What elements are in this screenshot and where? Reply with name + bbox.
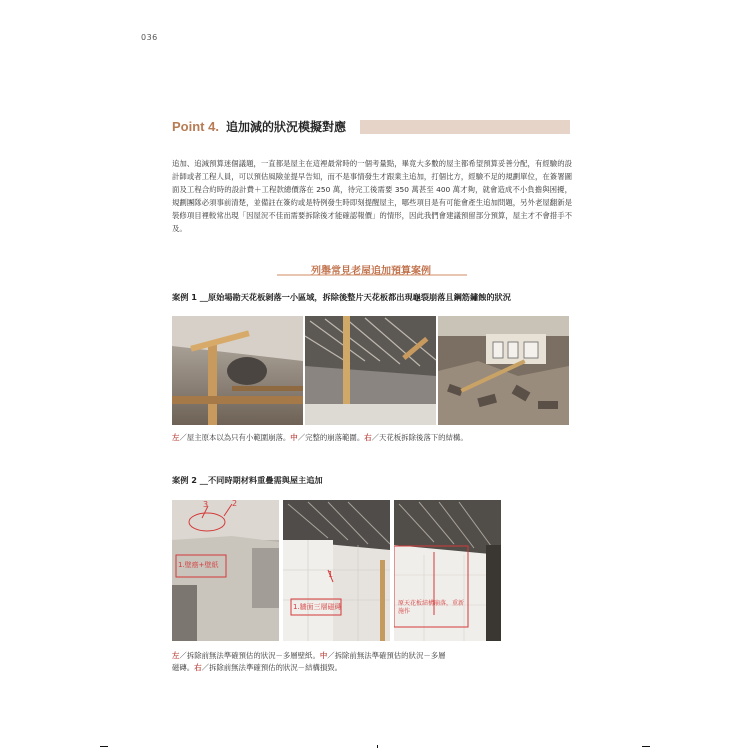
section-title: 列舉常見老屋追加預算案例 xyxy=(311,266,431,277)
case1-title: 案例 1 __原始場勘天花板剝落一小區域，拆除後整片天花板都出現龜裂崩落且鋼筋鏽蝕的狀況 xyxy=(172,292,511,302)
crop-mark-right xyxy=(642,746,650,747)
case1-photo-middle xyxy=(305,316,436,425)
case2-caption-text-left: ／拆除前無法準確預估的狀況－多層壁紙。 xyxy=(179,651,320,660)
case2-caption-line2 xyxy=(172,662,572,674)
body-paragraph: 追加、追減預算迷個議題，一直都是屋主在這裡最常時的一個考量點，畢竟大多數的屋主都希望預算妥善分配，有經驗的設計師或者工程人員，可以預估風險並提早告知，而不是事情發生才跟業主追加，打個比方，經驗不足的規劃單位，在簽署圖面及工程合約時的設計費＋工程款總價落在 250 萬，待完工後需要 350 萬甚至 400 萬才夠，就會造成不小負擔與困擾，規劃團隊必須事前清楚，並備註在簽約或是特例發生時即刻提醒屋主，哪些項目是有可能會產生追加問題，另外老屋翻新是裝修項目裡較常出現「因屋況不佳而需要拆除後才能確認報價」的情形，因此我們會建議預留部分預算，屋主才不會措手不及。 xyxy=(172,159,572,233)
point-label: Point 4. xyxy=(172,119,219,134)
case1-caption-text-right: ／天花板拆除後落下的結構。 xyxy=(371,433,468,442)
case1-caption-text-left: ／屋主原本以為只有小範圍崩落。 xyxy=(179,433,291,442)
case2-photo-middle xyxy=(283,500,390,641)
point-heading xyxy=(172,119,570,135)
case2-photo-left-label: 1.壁癌+壁紙 xyxy=(178,561,219,569)
case2-photo-right-label: 原天花板結構崩落，重新施作 xyxy=(398,600,465,615)
case1-photo-right xyxy=(438,316,569,425)
case2-photo-left-number-2: 2 xyxy=(232,500,238,508)
case1-caption-key-right: 右 xyxy=(364,433,372,442)
case2-photo-middle-number-1: 1 xyxy=(328,570,334,579)
heading-title: 追加減的狀況模擬對應 xyxy=(226,120,347,134)
case2-photo-left-number-3: 3 xyxy=(203,500,209,509)
case2-caption-key-right: 右 xyxy=(194,663,202,672)
case1-photo-left xyxy=(172,316,303,425)
case2-photo-right xyxy=(394,500,501,641)
case2-photo-middle-label: 1.牆面三層磁磚 xyxy=(293,603,342,611)
crop-mark-left xyxy=(100,746,108,747)
case2-title: 案例 2 __不同時期材料重疊需與屋主追加 xyxy=(172,475,323,485)
section-heading xyxy=(172,259,570,277)
heading-bar xyxy=(360,120,570,134)
case2-caption-text-right: ／拆除前無法準確預估的狀況－結構損毀。 xyxy=(201,663,343,672)
case1-caption-key-middle: 中 xyxy=(290,433,298,442)
case1-caption-text-middle: ／完整的崩落範圍。 xyxy=(297,433,365,442)
case2-caption-key-left: 左 xyxy=(172,651,180,660)
case1-caption-key-left: 左 xyxy=(172,433,180,442)
case2-caption-key-middle: 中 xyxy=(319,651,328,660)
case2-caption-line1 xyxy=(172,650,572,662)
case2-photo-left xyxy=(172,500,279,641)
case2-caption-text-middle: ／拆除前無法準確預估的狀況－多層 xyxy=(327,651,446,660)
page-number: 036 xyxy=(141,33,158,42)
case2-caption-text-cont: 磁磚。 xyxy=(172,663,195,672)
case2-caption xyxy=(172,650,572,674)
crop-mark-center xyxy=(377,745,378,748)
case1-caption xyxy=(172,432,572,444)
